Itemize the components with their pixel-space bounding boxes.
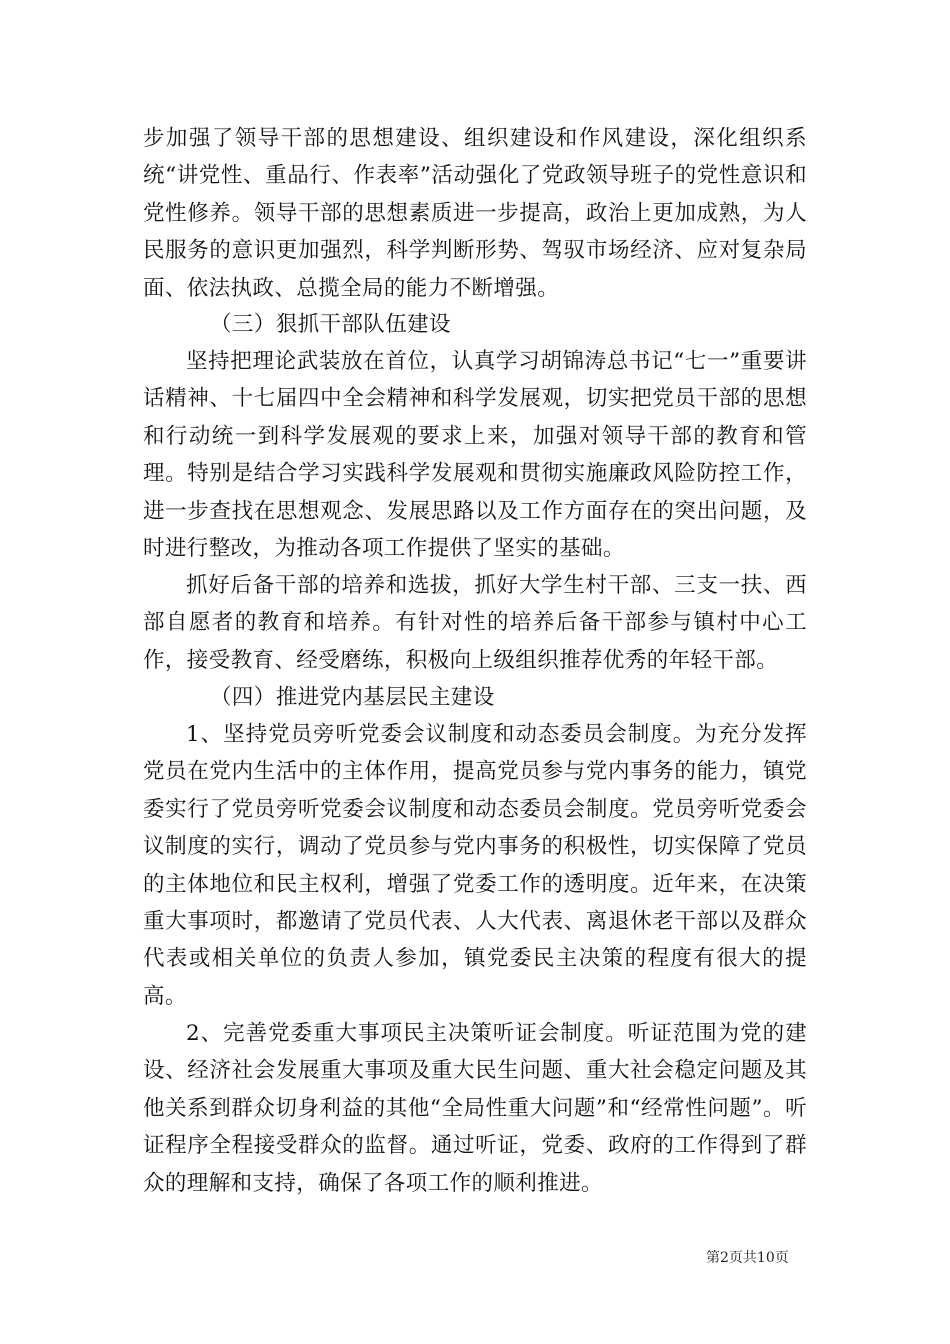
page-number-footer: 第2页共10页 (706, 1250, 789, 1266)
paragraph-theory-study: 坚持把理论武装放在首位，认真学习胡锦涛总书记“七一”重要讲话精神、十七届四中全会精神和科学发展观，切实把党员干部的思想和行动统一到科学发展观的要求上来，加强对领导干部的教育和管理。特别是结合学习实践科学发展观和贯彻实施廉政风险防控工作，进一步查找在思想观念、发展思路以及工作方面存在的突出问题，及时进行整改，为推动各项工作提供了坚实的基础。 (143, 349, 807, 562)
section-heading-4: （四）推进党内基层民主建设 (210, 685, 495, 710)
paragraph-item-2: 2、完善党委重大事项民主决策听证会制度。听证范围为党的建设、经济社会发展重大事项及重大民生问题、重大社会稳定问题及其他关系到群众切身利益的其他“全局性重大问题”和“经常性问题”。听证程序全程接受群众的监督。通过听证，党委、政府的工作得到了群众的理解和支持，确保了各项工作的顺利推进。 (143, 1021, 807, 1196)
paragraph-reserve-cadres: 抓好后备干部的培养和选拔，抓好大学生村干部、三支一扶、西部自愿者的教育和培养。有针对性的培养后备干部参与镇村中心工作，接受教育、经受磨练，积极向上级组织推荐优秀的年轻干部。 (143, 573, 807, 673)
paragraph-leadership-building: 步加强了领导干部的思想建设、组织建设和作风建设，深化组织系统“讲党性、重品行、作表率”活动强化了党政领导班子的党性意识和党性修养。领导干部的思想素质进一步提高，政治上更加成熟，为人民服务的意识更加强烈，科学判断形势、驾驭市场经济、应对复杂局面、依法执政、总揽全局的能力不断增强。 (143, 126, 807, 301)
paragraph-item-1: 1、坚持党员旁听党委会议制度和动态委员会制度。为充分发挥党员在党内生活中的主体作用，提高党员参与党内事务的能力，镇党委实行了党员旁听党委会议制度和动态委员会制度。党员旁听党委会议制度的实行，调动了党员参与党内事务的积极性，切实保障了党员的主体地位和民主权利，增强了党委工作的透明度。近年来，在决策重大事项时，都邀请了党员代表、人大代表、离退休老干部以及群众代表或相关单位的负责人参加，镇党委民主决策的程度有很大的提高。 (143, 722, 807, 1009)
section-heading-3: （三）狠抓干部队伍建设 (210, 312, 451, 337)
